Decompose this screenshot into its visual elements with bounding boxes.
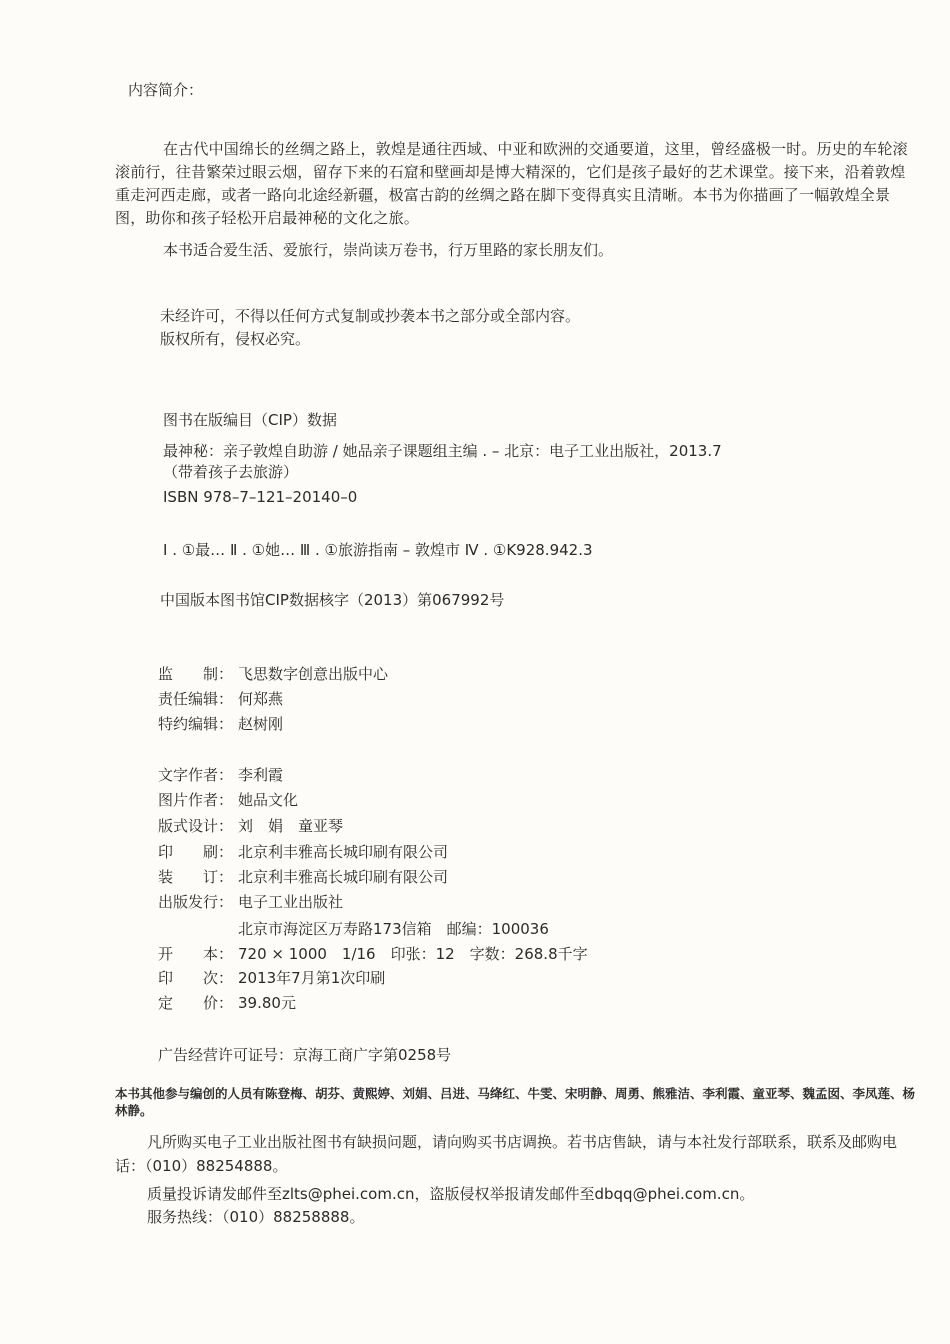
credit-label: 责任编辑： xyxy=(158,690,234,708)
credit-label: 图片作者： xyxy=(158,791,234,809)
credit-value: 李利霞 xyxy=(238,766,284,784)
credit-row xyxy=(158,968,385,988)
credit-row xyxy=(158,790,298,810)
credit-row xyxy=(158,664,388,684)
credit-value: 北京利丰雅高长城印刷有限公司 xyxy=(238,843,449,861)
credit-label: 出版发行： xyxy=(158,893,234,911)
credit-value: 她品文化 xyxy=(238,791,299,809)
purchase-notice: 凡所购买电子工业出版社图书有缺损问题，请向购买书店调换。若书店售缺，请与本社发行部联系，联系及邮购电话：（010）88254888。 xyxy=(115,1133,898,1175)
copyright-line-1: 未经许可，不得以任何方式复制或抄袭本书之部分或全部内容。 xyxy=(160,307,581,325)
intro-audience: 本书适合爱生活、爱旅行，崇尚读万卷书，行万里路的家长朋友们。 xyxy=(163,241,614,259)
credit-row xyxy=(158,944,588,964)
credit-row xyxy=(158,765,283,785)
credit-row xyxy=(158,816,343,836)
credit-row xyxy=(158,867,448,887)
credit-value: 39.80元 xyxy=(238,994,296,1012)
credit-value: 电子工业出版社 xyxy=(238,893,344,911)
intro-paragraph: 在古代中国绵长的丝绸之路上，敦煌是通往西域、中亚和欧洲的交通要道，这里，曾经盛极一时。历史的车轮滚滚前行，往昔繁荣过眼云烟，留存下来的石窟和壁画却是博大精深的，它们是孩子最好的艺术课堂。接下来，沿着敦煌重走河西走廊，或者一路向北途经新疆，极富古韵的丝绸之路在脚下变得真实且清晰。本书为你描画了一幅敦煌全景图，助你和孩子轻松开启最神秘的文化之旅。 xyxy=(115,140,908,227)
contributors-list: 本书其他参与编创的人员有陈登梅、胡芬、黄熙婷、刘娟、吕进、马绛红、牛雯、宋明静、周勇、熊雅洁、李利霞、童亚琴、魏孟囡、李凤莲、杨林静。 xyxy=(115,1086,916,1118)
cip-heading: 图书在版编目（CIP）数据 xyxy=(163,411,337,429)
credit-value: 北京市海淀区万寿路173信箱 邮编：100036 xyxy=(238,920,549,938)
cip-classification: Ⅰ . ①最… Ⅱ . ①她… Ⅲ . ①旅游指南 – 敦煌市 Ⅳ . ①K928.942.3 xyxy=(163,541,593,559)
credit-value: 赵树刚 xyxy=(238,715,284,733)
credit-row xyxy=(158,689,283,709)
credit-label: 版式设计： xyxy=(158,817,234,835)
credit-row xyxy=(158,842,448,862)
cip-title-line: 最神秘：亲子敦煌自助游 / 她品亲子课题组主编 . – 北京：电子工业出版社，2013.7 xyxy=(163,442,722,460)
credit-value: 飞思数字创意出版中心 xyxy=(238,665,389,683)
credit-value: 720 × 1000 1/16 印张：12 字数：268.8千字 xyxy=(238,945,588,963)
complaint-email: 质量投诉请发邮件至zlts@phei.com.cn，盗版侵权举报请发邮件至dbqq@phei.com.cn。 xyxy=(147,1185,755,1203)
credit-label: 监 制： xyxy=(158,665,234,683)
credit-label: 文字作者： xyxy=(158,766,234,784)
credit-row xyxy=(158,892,343,912)
credit-label: 特约编辑： xyxy=(158,715,234,733)
credit-label: 装 订： xyxy=(158,868,234,886)
credit-label: 开 本： xyxy=(158,945,234,963)
credit-label: 定 价： xyxy=(158,994,234,1012)
credit-value: 刘 娟 童亚琴 xyxy=(238,817,344,835)
credit-label: 印 次： xyxy=(158,969,234,987)
credit-value: 2013年7月第1次印刷 xyxy=(238,969,386,987)
credit-value: 北京利丰雅高长城印刷有限公司 xyxy=(238,868,449,886)
cip-isbn: ISBN 978–7–121–20140–0 xyxy=(163,488,358,506)
credit-label: 印 刷： xyxy=(158,843,234,861)
credit-row xyxy=(158,993,296,1013)
intro-heading: 内容简介： xyxy=(128,81,204,99)
ad-license: 广告经营许可证号：京海工商广字第0258号 xyxy=(158,1046,452,1064)
credit-row xyxy=(158,919,549,939)
copyright-line-2: 版权所有，侵权必究。 xyxy=(160,330,311,348)
service-hotline: 服务热线：（010）88258888。 xyxy=(147,1208,365,1226)
cip-series: （带着孩子去旅游） xyxy=(163,463,299,481)
credit-value: 何郑燕 xyxy=(238,690,284,708)
cip-record: 中国版本图书馆CIP数据核字（2013）第067992号 xyxy=(160,591,505,609)
credit-row xyxy=(158,714,283,734)
